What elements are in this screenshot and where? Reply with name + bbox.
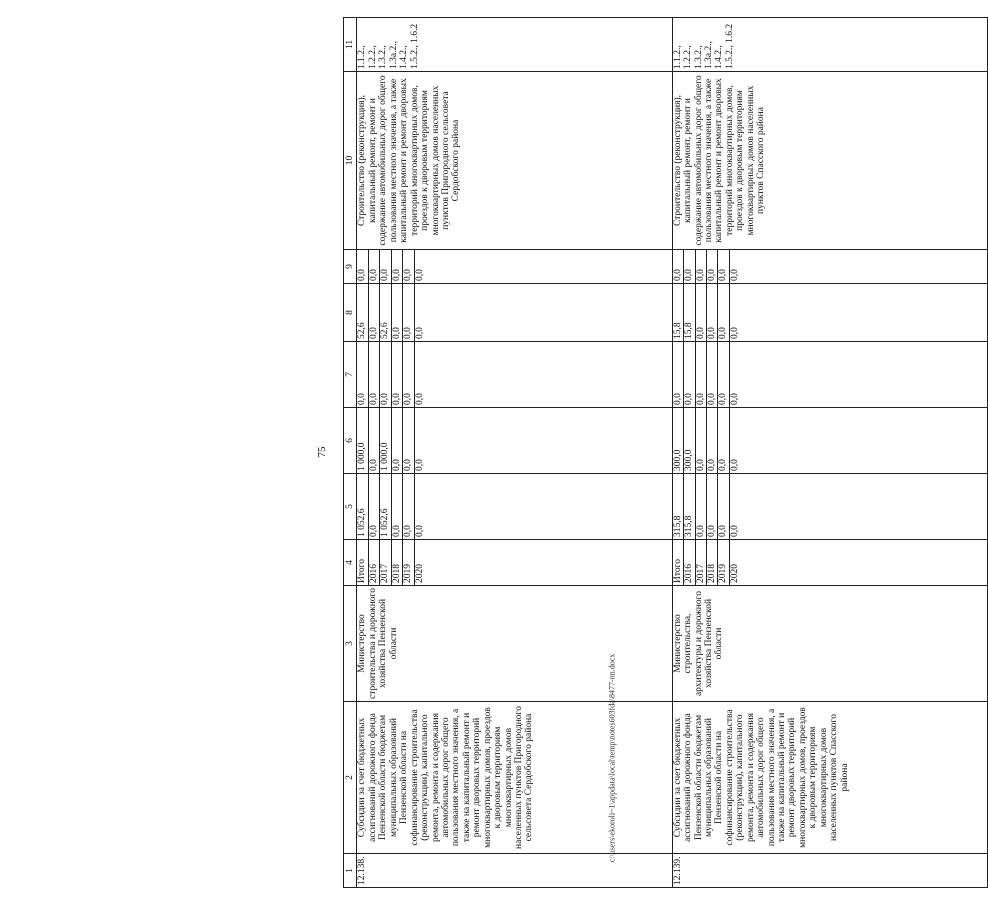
- value-cell: 0,0: [380, 250, 391, 284]
- year-cell: 2017: [695, 540, 706, 586]
- year-cell: 2018: [391, 540, 402, 586]
- value-cell: 0,0: [403, 284, 414, 342]
- row-number-cell: 12.138.: [357, 854, 672, 888]
- value-cell: 0,0: [414, 284, 672, 342]
- value-cell: 0,0: [368, 284, 379, 342]
- value-cell: 0,0: [380, 342, 391, 408]
- value-cell: 0,0: [695, 474, 706, 540]
- value-cell: 0,0: [718, 342, 729, 408]
- value-cell: 1 000,0: [357, 408, 368, 474]
- year-cell: 2016: [368, 540, 379, 586]
- value-cell: 300,0: [684, 408, 695, 474]
- value-cell: 0,0: [695, 342, 706, 408]
- header-cell: 7: [344, 342, 357, 408]
- value-cell: 0,0: [391, 250, 402, 284]
- value-cell: 0,0: [706, 342, 717, 408]
- value-cell: 0,0: [729, 408, 987, 474]
- year-cell: 2017: [380, 540, 391, 586]
- table-row: [672, 18, 683, 888]
- year-cell: Итого: [672, 540, 683, 586]
- value-cell: 0,0: [414, 408, 672, 474]
- value-cell: 0,0: [391, 408, 402, 474]
- year-cell: 2019: [718, 540, 729, 586]
- indicators-cell: 1.1.2., 1.2.2., 1.3.2., 1.3а.2., 1.4.2., 1.5.2., 1.6.2: [357, 18, 672, 72]
- value-cell: 315,8: [672, 474, 683, 540]
- value-cell: 0,0: [718, 474, 729, 540]
- value-cell: 0,0: [718, 284, 729, 342]
- value-cell: 0,0: [672, 342, 683, 408]
- footer-file-path: c:\users\ekoroli~1\appdata\local\temp\notes603fda\8477-nn.docx: [607, 653, 617, 863]
- header-cell: 8: [344, 284, 357, 342]
- value-cell: 0,0: [729, 284, 987, 342]
- value-cell: 0,0: [403, 250, 414, 284]
- value-cell: 315,8: [684, 474, 695, 540]
- value-cell: 0,0: [368, 342, 379, 408]
- value-cell: 0,0: [695, 284, 706, 342]
- value-cell: 0,0: [368, 250, 379, 284]
- header-cell: 2: [344, 702, 357, 854]
- value-cell: 0,0: [706, 250, 717, 284]
- value-cell: 0,0: [368, 408, 379, 474]
- value-cell: 0,0: [403, 408, 414, 474]
- value-cell: 0,0: [695, 408, 706, 474]
- value-cell: 0,0: [706, 284, 717, 342]
- indicators-cell: 1.1.2., 1.2.2., 1.3.2., 1.3а.2., 1.4.2., 1.5.2., 1.6.2: [672, 18, 987, 72]
- value-cell: 0,0: [684, 250, 695, 284]
- value-cell: 52,6: [357, 284, 368, 342]
- value-cell: 0,0: [391, 474, 402, 540]
- value-cell: 0,0: [672, 250, 683, 284]
- value-cell: 0,0: [729, 342, 987, 408]
- rotated-table-container: [343, 18, 850, 888]
- value-cell: 52,6: [380, 284, 391, 342]
- value-cell: 0,0: [391, 342, 402, 408]
- year-cell: 2016: [684, 540, 695, 586]
- year-cell: 2020: [414, 540, 672, 586]
- description-cell: Субсидии за счет бюджетных ассигнований дорожного фонда Пензенской области бюджетам муниципальных образований Пензенской области на софинансирование строительства (реконструкции), капитального ремонта, ремонта и содержания автомобильных дорог общего пользования местного значения, а также на капитальный ремонт и ремонт дворовых территорий многоквартирных домов, проездов к дворовым территориям многоквартирных домов населенных пунктов Спасского района: [672, 702, 987, 854]
- value-cell: 1 000,0: [380, 408, 391, 474]
- header-cell: 10: [344, 72, 357, 250]
- page-number: 75: [316, 446, 328, 458]
- header-cell: 6: [344, 408, 357, 474]
- value-cell: 1 052,6: [357, 474, 368, 540]
- value-cell: 0,0: [414, 342, 672, 408]
- goal-cell: Строительство (реконструкция), капитальный ремонт, ремонт и содержание автомобильных дорог общего пользования местного значения, а также капитальный ремонт и ремонт дворовых территорий многоквартирных домов, проездов к дворовым территориям многоквартирных домов населенных пунктов Спасского района: [672, 72, 987, 250]
- executor-cell: Министерство строительства, архитектуры и дорожного хозяйства Пензенской области: [672, 586, 987, 702]
- header-cell: 4: [344, 540, 357, 586]
- executor-cell: Министерство строительства и дорожного хозяйства Пензенской области: [357, 586, 672, 702]
- goal-cell: Строительство (реконструкция), капитальный ремонт, ремонт и содержание автомобильных дорог общего пользования местного значения, а также капитальный ремонт и ремонт дворовых территорий многоквартирных домов, проездов к дворовым территориям многоквартирных домов населенных пунктов Пригородного сельсовета Сердобского района: [357, 72, 672, 250]
- year-cell: 2020: [729, 540, 987, 586]
- program-table: [343, 17, 988, 888]
- value-cell: 0,0: [391, 284, 402, 342]
- value-cell: 0,0: [684, 342, 695, 408]
- value-cell: 0,0: [368, 474, 379, 540]
- value-cell: 15,8: [684, 284, 695, 342]
- header-row: [344, 18, 357, 888]
- value-cell: 0,0: [695, 250, 706, 284]
- value-cell: 300,0: [672, 408, 683, 474]
- value-cell: 0,0: [414, 250, 672, 284]
- header-cell: 9: [344, 250, 357, 284]
- description-cell: Субсидии за счет бюджетных ассигнований дорожного фонда Пензенской области бюджетам муниципальных образований Пензенской области на софинансирование строительства (реконструкции), капитального ремонта, ремонта и содержания автомобильных дорог общего пользования местного значения, а также на капитальный ремонт и ремонт дворовых территорий многоквартирных домов, проездов к дворовым территориям многоквартирных домов населенных пунктов Пригородного сельсовета Сердобского района: [357, 702, 672, 854]
- header-cell: 5: [344, 474, 357, 540]
- value-cell: 0,0: [718, 408, 729, 474]
- value-cell: 0,0: [718, 250, 729, 284]
- value-cell: 0,0: [729, 250, 987, 284]
- year-cell: Итого: [357, 540, 368, 586]
- header-cell: 3: [344, 586, 357, 702]
- value-cell: 0,0: [706, 408, 717, 474]
- value-cell: 15,8: [672, 284, 683, 342]
- value-cell: 1 052,6: [380, 474, 391, 540]
- value-cell: 0,0: [729, 474, 987, 540]
- value-cell: 0,0: [403, 474, 414, 540]
- value-cell: 0,0: [403, 342, 414, 408]
- row-number-cell: 12.139.: [672, 854, 987, 888]
- year-cell: 2018: [706, 540, 717, 586]
- table-row: [357, 18, 368, 888]
- value-cell: 0,0: [706, 474, 717, 540]
- value-cell: 0,0: [357, 342, 368, 408]
- value-cell: 0,0: [357, 250, 368, 284]
- year-cell: 2019: [403, 540, 414, 586]
- header-cell: 1: [344, 854, 357, 888]
- header-cell: 11: [344, 18, 357, 72]
- value-cell: 0,0: [414, 474, 672, 540]
